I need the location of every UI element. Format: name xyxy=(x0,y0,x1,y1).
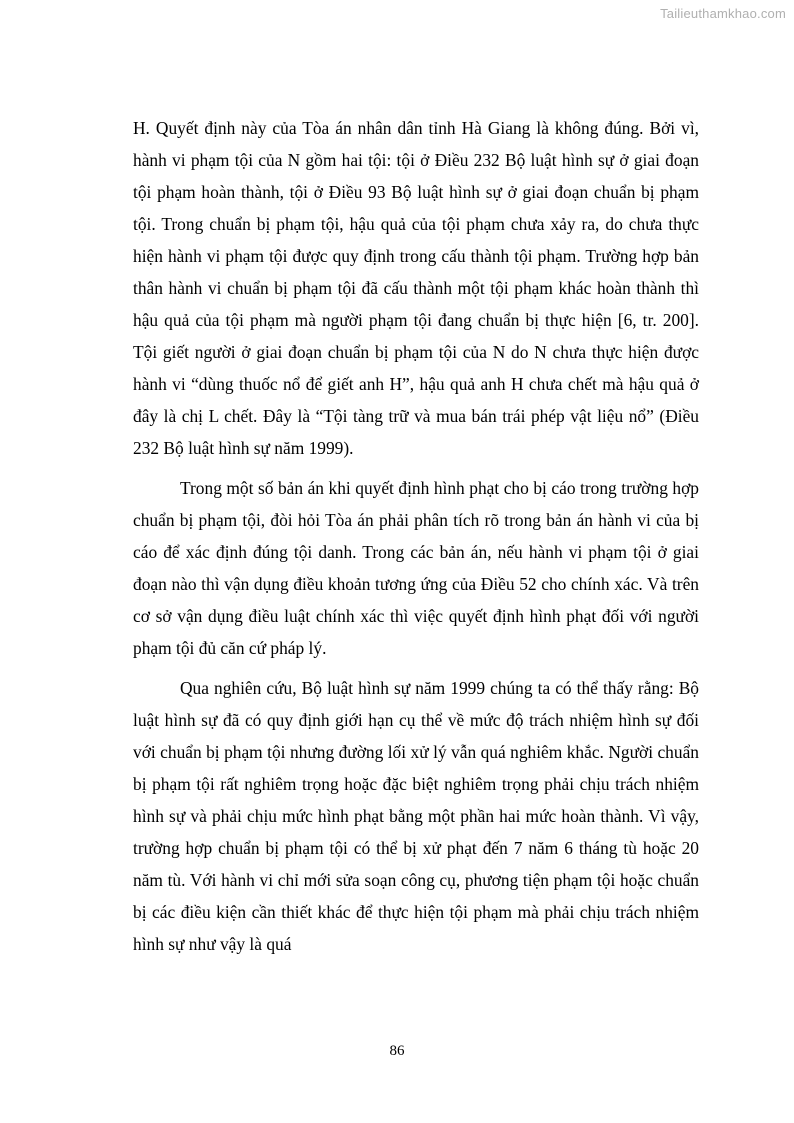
document-body xyxy=(133,112,699,960)
paragraph-1: H. Quyết định này của Tòa án nhân dân tỉnh Hà Giang là không đúng. Bởi vì, hành vi phạm tội của N gồm hai tội: tội ở Điều 232 Bộ luật hình sự ở giai đoạn tội phạm hoàn thành, tội ở Điều 93 Bộ luật hình sự ở giai đoạn chuẩn bị phạm tội. Trong chuẩn bị phạm tội, hậu quả của tội phạm chưa xảy ra, do chưa thực hiện hành vi phạm tội được quy định trong cấu thành tội phạm. Trường hợp bản thân hành vi chuẩn bị phạm tội đã cấu thành một tội phạm khác hoàn thành thì hậu quả của tội phạm mà người phạm tội đang chuẩn bị thực hiện [6, tr. 200]. Tội giết người ở giai đoạn chuẩn bị phạm tội của N do N chưa thực hiện được hành vi “dùng thuốc nổ để giết anh H”, hậu quả anh H chưa chết mà hậu quả ở đây là chị L chết. Đây là “Tội tàng trữ và mua bán trái phép vật liệu nổ” (Điều 232 Bộ luật hình sự năm 1999). xyxy=(133,118,699,458)
paragraph-2: Trong một số bản án khi quyết định hình phạt cho bị cáo trong trường hợp chuẩn bị phạm tội, đòi hỏi Tòa án phải phân tích rõ trong bản án hành vi của bị cáo để xác định đúng tội danh. Trong các bản án, nếu hành vi phạm tội ở giai đoạn nào thì vận dụng điều khoản tương ứng của Điều 52 cho chính xác. Và trên cơ sở vận dụng điều luật chính xác thì việc quyết định hình phạt đối với người phạm tội đủ căn cứ pháp lý. xyxy=(133,478,699,658)
paragraph-3: Qua nghiên cứu, Bộ luật hình sự năm 1999 chúng ta có thể thấy rằng: Bộ luật hình sự đã có quy định giới hạn cụ thể về mức độ trách nhiệm hình sự đối với chuẩn bị phạm tội nhưng đường lối xử lý vẫn quá nghiêm khắc. Người chuẩn bị phạm tội rất nghiêm trọng hoặc đặc biệt nghiêm trọng phải chịu trách nhiệm hình sự và phải chịu mức hình phạt bằng một phần hai mức hoàn thành. Vì vậy, trường hợp chuẩn bị phạm tội có thể bị xử phạt đến 7 năm 6 tháng tù hoặc 20 năm tù. Với hành vi chỉ mới sửa soạn công cụ, phương tiện phạm tội hoặc chuẩn bị các điều kiện cần thiết khác để thực hiện tội phạm mà phải chịu trách nhiệm hình sự như vậy là quá xyxy=(133,678,699,954)
page-number: 86 xyxy=(389,1043,405,1059)
watermark-text: Tailieuthamkhao.com xyxy=(660,6,786,21)
